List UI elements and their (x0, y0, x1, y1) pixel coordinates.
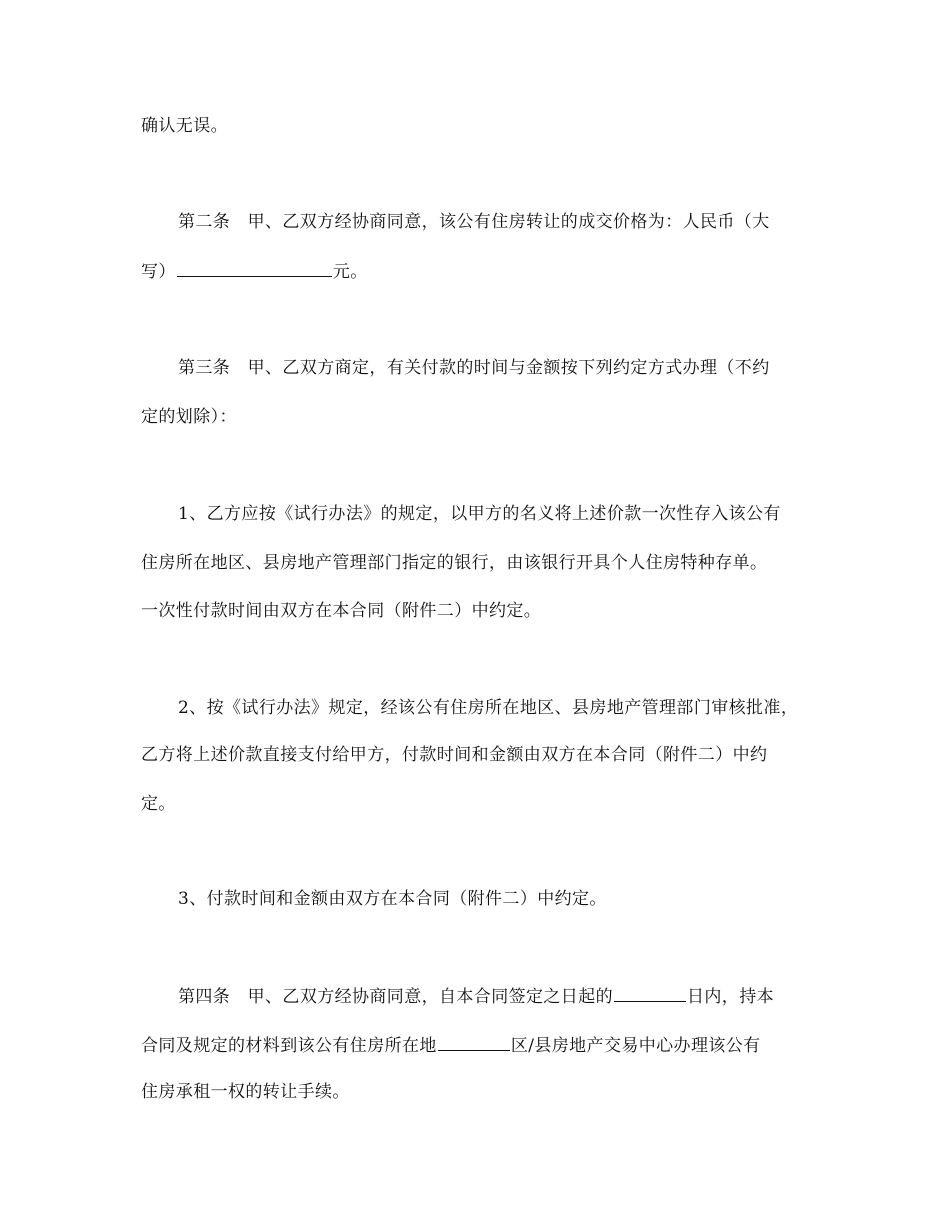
text-segment: 第四条 甲、乙双方经协商同意，自本合同签定之日起的 (178, 987, 613, 1007)
text-segment: 日内，持本 (687, 987, 774, 1007)
district-blank-field[interactable] (438, 1033, 510, 1051)
article-3-line-2: 定的划除）： (141, 407, 237, 427)
article-4-line-3: 住房承租一权的转让手续。 (141, 1082, 350, 1102)
text-line: 确认无误。 (141, 116, 228, 136)
text-segment: 区/县房地产交易中心办理该公有 (510, 1036, 761, 1056)
days-blank-field[interactable] (614, 984, 686, 1002)
article-2-line-2 (141, 259, 368, 284)
clause-1-line-1: 1、乙方应按《试行办法》的规定，以甲方的名义将上述价款一次性存入该公有 (178, 504, 781, 524)
clause-2-line-2: 乙方将上述价款直接支付给甲方，付款时间和金额由双方在本合同（附件二）中约 (141, 745, 768, 765)
text-segment: 写） (141, 262, 176, 282)
clause-2-line-3: 定。 (141, 794, 176, 814)
price-blank-field[interactable] (177, 259, 332, 277)
article-3-line-1: 第三条 甲、乙双方商定，有关付款的时间与金额按下列约定方式办理（不约 (178, 358, 770, 378)
clause-1-line-2: 住房所在地区、县房地产管理部门指定的银行，由该银行开具个人住房特种存单。 (141, 553, 768, 573)
text-segment: 元。 (332, 262, 368, 282)
article-2-line-1: 第二条 甲、乙双方经协商同意，该公有住房转让的成交价格为：人民币（大 (178, 212, 770, 232)
text-segment: 合同及规定的材料到该公有住房所在地 (141, 1036, 437, 1056)
clause-2-line-1: 2、按《试行办法》规定，经该公有住房所在地区、县房地产管理部门审核批准， (178, 698, 799, 718)
article-4-line-1 (178, 984, 774, 1009)
clause-1-line-3: 一次性付款时间由双方在本合同（附件二）中约定。 (141, 601, 542, 621)
article-4-line-2 (141, 1033, 761, 1058)
clause-3-line-1: 3、付款时间和金额由双方在本合同（附件二）中约定。 (178, 889, 607, 909)
